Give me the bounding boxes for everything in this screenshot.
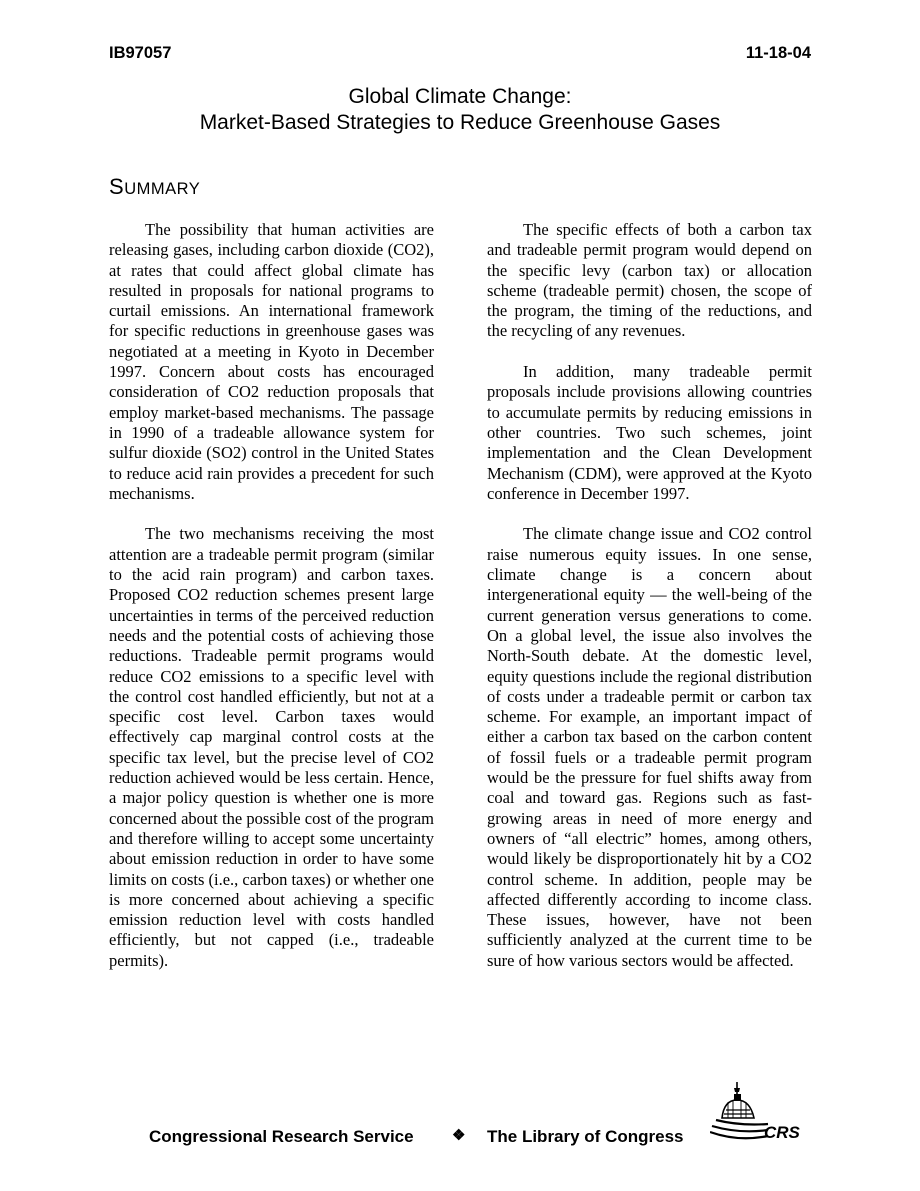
report-date: 11-18-04 bbox=[745, 44, 811, 62]
footer-library-name: The Library of Congress bbox=[487, 1127, 684, 1146]
paragraph: The climate change issue and CO2 control raise numerous equity issues. In one sense, climate change is a concern about intergenerational equity — the well-being of the current generation versus generations to come. On a global level, the issue also involves the North-South debate. At the domestic level, equity questions include the regional distribution of costs under a tradeable permit or carbon tax scheme. For example, an important impact of either a carbon tax based on the carbon content of fossil fuels or a tradeable permit program would be the pressure for fuel shifts away from coal and toward gas. Regions such as fast-growing areas in need of more energy and owners of “all electric” homes, among others, would likely be disproportionately hit by a CO2 control scheme. In addition, people may be affected differently according to income class. These issues, however, have not been sufficiently analyzed at the current time to be sure of how various sectors would be affected. bbox=[487, 524, 812, 970]
paragraph: The two mechanisms receiving the most attention are a tradeable permit program (similar to the acid rain program) and carbon taxes. Proposed CO2 reduction schemes present large uncertainties in terms of the perceived reduction needs and the potential costs of achieving those reductions. Tradeable permit programs would reduce CO2 emissions to a specific level with the control cost handled efficiently, but not at a specific cost level. Carbon taxes would effectively cap marginal control costs at the specific tax level, but the precise level of CO2 reduction achieved would be less certain. Hence, a major policy question is whether one is more concerned about the possible cost of the program and therefore willing to accept some uncertainty about emission reduction in order to have some limits on costs (i.e., carbon taxes) or whether one is more concerned about achieving a specific emission reduction level with costs handled efficiently, but not capped (i.e., tradeable permits). bbox=[109, 524, 434, 970]
left-column bbox=[109, 220, 434, 991]
crs-logo-text: CRS bbox=[764, 1123, 800, 1142]
title-line-2: Market-Based Strategies to Reduce Greenhouse Gases bbox=[199, 111, 721, 134]
footer-crs-name: Congressional Research Service bbox=[149, 1127, 414, 1146]
paragraph: The possibility that human activities are releasing gases, including carbon dioxide (CO2), at rates that could affect global climate has resulted in proposals for national programs to curtail emissions. An international framework for specific reductions in greenhouse gases was negotiated at a meeting in Kyoto in December 1997. Concern about costs has encouraged consideration of CO2 reduction proposals that employ market-based mechanisms. The passage in 1990 of a tradeable allowance system for sulfur dioxide (SO2) control in the United States to reduce acid rain provides a precedent for such mechanisms. bbox=[109, 220, 434, 503]
summary-initial: S bbox=[109, 174, 125, 199]
paragraph: The specific effects of both a carbon tax and tradeable permit program would depend on the specific levy (carbon tax) or allocation scheme (tradeable permit) chosen, the scope of the program, the timing of the reductions, and the recycling of any revenues. bbox=[487, 220, 812, 341]
summary-rest: UMMARY bbox=[124, 180, 201, 198]
footer-separator-icon: ❖ bbox=[452, 1127, 466, 1144]
capitol-dome-icon bbox=[710, 1080, 810, 1150]
right-column bbox=[487, 220, 812, 991]
title-line-1: Global Climate Change: bbox=[348, 85, 572, 108]
paragraph: In addition, many tradeable permit proposals include provisions allowing countries to accumulate permits by reducing emissions in other countries. Two such schemes, joint implementation and the Clean Development Mechanism (CDM), were approved at the Kyoto conference in December 1997. bbox=[487, 362, 812, 503]
document-title bbox=[0, 84, 920, 136]
summary-heading bbox=[109, 174, 200, 200]
report-id: IB97057 bbox=[109, 44, 172, 62]
